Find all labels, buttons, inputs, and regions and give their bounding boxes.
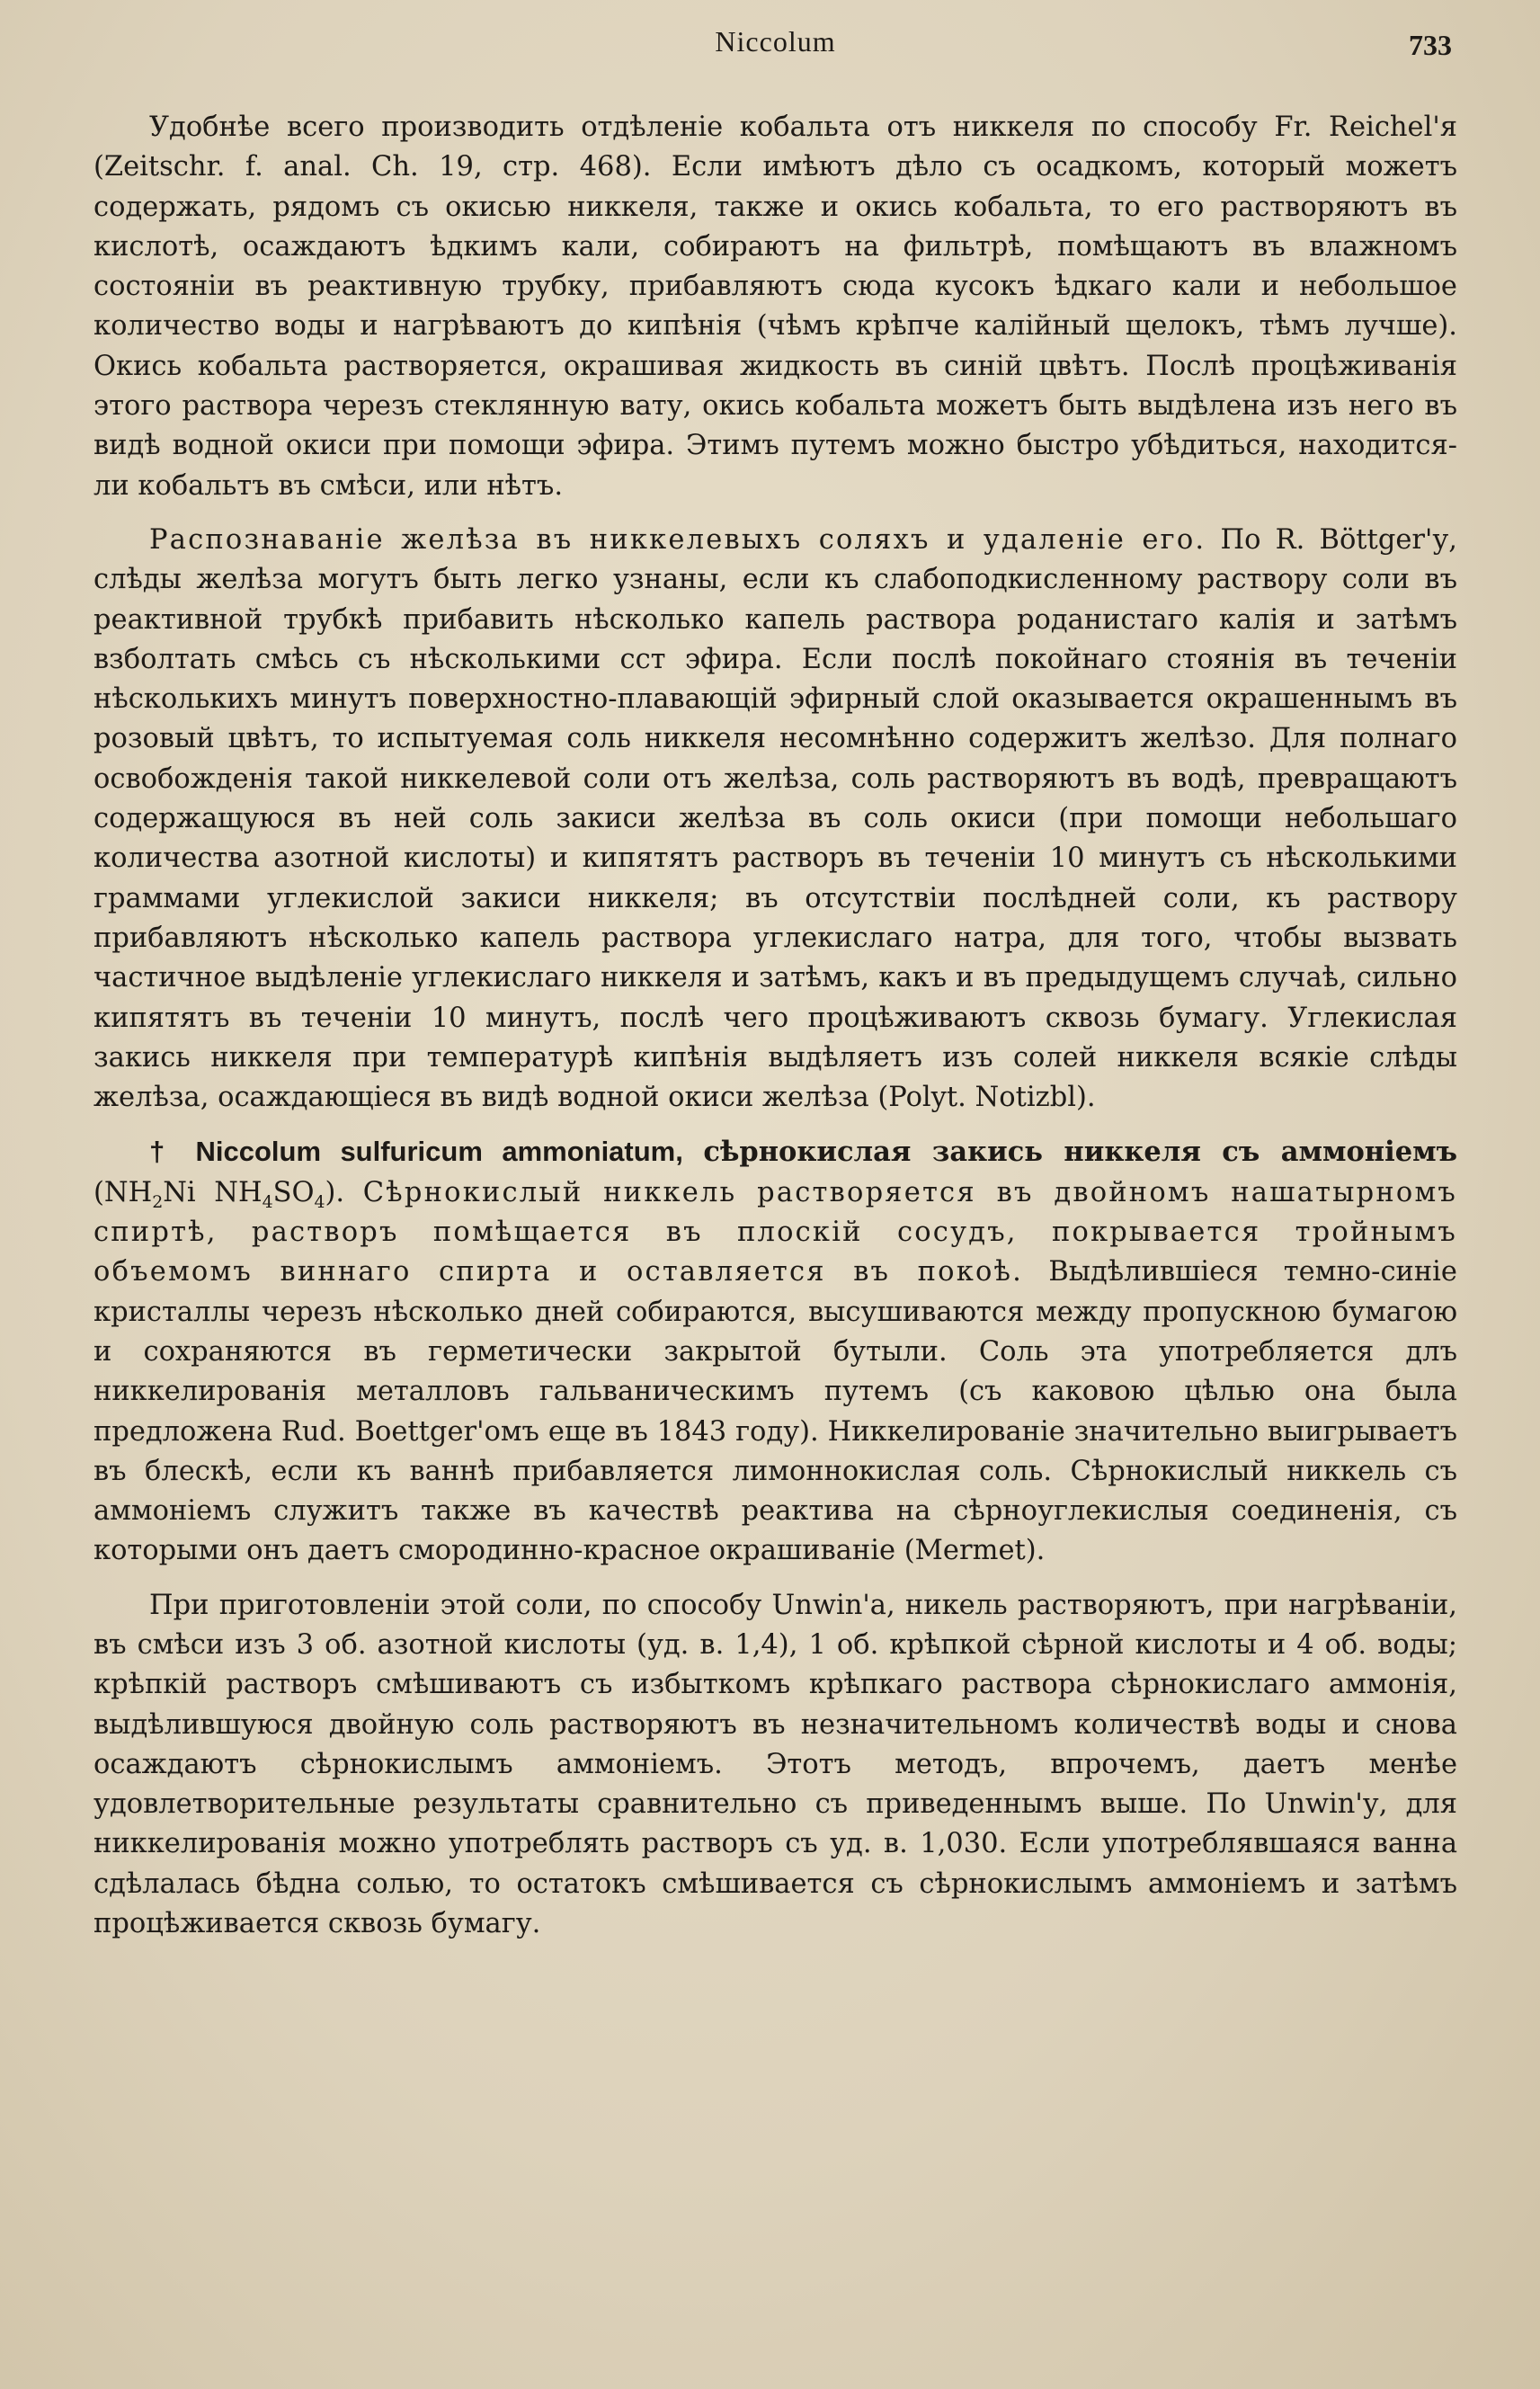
page-header [93,18,1457,68]
iron-section-lead: Распознаваніе желѣза въ никкелевыхъ соляхъ и удаленіе его. [149,523,1206,556]
page-number: 733 [1409,29,1452,61]
formula-subscript-2: 4 [262,1191,273,1212]
article-heading-latin: † Niccolum sulfuricum ammoniatum, [149,1136,683,1168]
running-title: Niccolum [715,25,836,58]
formula-subscript-1: 2 [152,1191,164,1212]
formula-part-close: ). [325,1176,345,1208]
preparation-text: Выдѣлившіеся темно-синіе кристаллы черезъ нѣсколько дней собираются, высушиваются между пропускною бумагою и сохраняются въ герметически закрытой бутыли. Соль эта употребляется длъ никкелированія металловъ гальваническимъ путемъ (съ каковою цѣлью она была предложена Rud. Boettger'омъ еще въ 1843 году). Никкелированіе значительно выигрываетъ въ блескѣ, если къ ваннѣ прибавляется лимоннокислая соль. Сѣрнокислый никкель съ аммоніемъ служитъ также въ качествѣ реактива на сѣрноуглекислыя соединенія, съ которыми онъ даетъ смородинно-красное окрашиваніе (Mermet). [93,1256,1457,1567]
iron-section-text: По R. Böttger'у, слѣды желѣза могутъ быть легко узнаны, если къ слабоподкисленному раствору соли въ реактивной трубкѣ прибавить нѣсколько капель раствора роданистаго калія и затѣмъ взболтать смѣсь съ нѣсколькими сст эфира. Если послѣ покойнаго стоянія въ теченіи нѣсколькихъ минутъ поверхностно-плавающій эфирный слой оказывается окрашеннымъ въ розовый цвѣтъ, то испытуемая соль никкеля несомнѣнно содержитъ желѣзо. Для полнаго освобожденія такой никкелевой соли отъ желѣза, соль растворяютъ въ водѣ, превращаютъ содержащуюся въ ней соль закиси желѣза въ соль окиси (при помощи небольшаго количества азотной кислоты) и кипятятъ растворъ въ теченіи 10 минутъ съ нѣсколькими граммами углекислой закиси никкеля; въ отсутствіи послѣдней соли, къ раствору прибавляютъ нѣсколько капель раствора углекислаго натра, для того, чтобы вызвать частичное выдѣленіе углекислаго никкеля и затѣмъ, какъ и въ предыдущемъ случаѣ, сильно кипятятъ въ теченіи 10 минутъ, послѣ чего процѣживаютъ сквозь бумагу. Углекислая закись никкеля при температурѣ кипѣнія выдѣляетъ изъ солей никкеля всякіе слѣды желѣза, осаждающіеся въ видѣ водной окиси желѣза (Polyt. Notizbl). [93,523,1457,1114]
preparation-text-spaced: Сѣрнокислый никкель растворяется въ двойномъ нашатырномъ спиртѣ, растворъ помѣщается въ плоскій сосудъ, покрывается тройнымъ объемомъ виннаго спирта и оставляется въ покоѣ. [93,1176,1457,1288]
paragraph-unwin-method: При приготовленіи этой соли, по способу Unwin'а, никель растворяютъ, при нагрѣваніи, въ смѣси изъ 3 об. азотной кислоты (уд. в. 1,4), 1 об. крѣпкой сѣрной кислоты и 4 об. воды; крѣпкій растворъ смѣшиваютъ съ избыткомъ крѣпкаго раствора сѣрнокислаго аммонія, выдѣлившуюся двойную соль растворяютъ въ незначительномъ количествѣ воды и снова осаждаютъ сѣрнокислымъ аммоніемъ. Этотъ методъ, впрочемъ, даетъ менѣе удовлетворительные результаты сравнительно съ приведеннымъ выше. По Unwin'у, для никкелированія можно употреблять растворъ съ уд. в. 1,030. Если употреблявшаяся ванна сдѣлалась бѣдна солью, то остатокъ смѣшивается съ сѣрнокислымъ аммоніемъ и затѣмъ процѣживается сквозь бумагу. [93,1589,1457,1940]
body-text [93,108,1457,1944]
formula-part-so: SO [272,1176,315,1208]
formula-part-mid: Ni NH [163,1176,263,1208]
article-heading-russian: сѣрнокислая закись никкеля съ аммоніемъ [703,1136,1458,1169]
chemical-formula [93,1176,345,1212]
formula-subscript-3: 4 [314,1191,325,1212]
paragraph-cobalt-separation: Удобнѣе всего производить отдѣленіе кобальта отъ никкеля по способу Fr. Reichel'я (Zeitschr. f. anal. Ch. 19, стр. 468). Если имѣютъ дѣло съ осадкомъ, который можетъ содержать, рядомъ съ окисью никкеля, также и окись кобальта, то его растворяютъ въ кислотѣ, осаждаютъ ѣдкимъ кали, собираютъ на фильтрѣ, помѣщаютъ въ влажномъ состояніи въ реактивную трубку, прибавляютъ сюда кусокъ ѣдкаго кали и небольшое количество воды и нагрѣваютъ до кипѣнія (чѣмъ крѣпче калійный щелокъ, тѣмъ лучше). Окись кобальта растворяется, окрашивая жидкость въ синій цвѣтъ. Послѣ процѣживанія этого раствора черезъ стеклянную вату, окись кобальта можетъ быть выдѣлена изъ него въ видѣ водной окиси при помощи эфира. Этимъ путемъ можно быстро убѣдиться, находится-ли кобальтъ въ смѣси, или нѣтъ. [93,111,1457,502]
paragraph-nickel-ammonium-sulfate [93,1132,1457,1571]
paragraph-iron-detection [93,521,1457,1118]
formula-part-open: (NH [93,1176,153,1208]
